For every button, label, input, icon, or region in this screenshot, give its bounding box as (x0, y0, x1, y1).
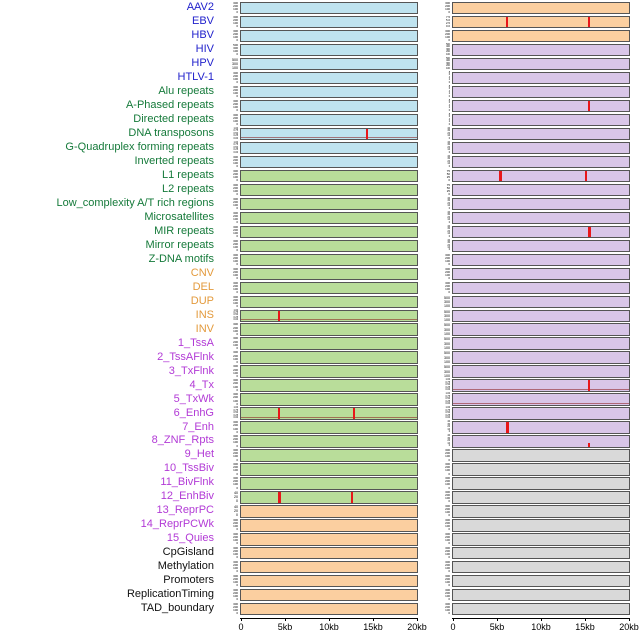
track-label: L1 repeats (162, 168, 214, 181)
right-y-ticks: 75 50 25 0 (446, 182, 450, 196)
x-axis-right (450, 618, 639, 636)
right-track-panel (452, 463, 630, 475)
left-y-ticks: 40 20 0 (234, 505, 238, 518)
peak-bar (278, 311, 280, 321)
right-y-ticks: 300 200 100 0 (445, 518, 450, 532)
right-y-ticks: 1.00 0.75 0.50 0.25 0.00 (445, 407, 450, 420)
left-track-panel (240, 477, 418, 489)
track-label: 4_Tx (189, 378, 214, 391)
right-track-panel (452, 296, 630, 308)
peak-bar (588, 227, 591, 237)
right-track-panel (452, 114, 630, 126)
track-label: 5_TxWk (173, 392, 214, 405)
left-y-ticks: 300 200 100 0 (233, 518, 238, 532)
left-track-panel (240, 114, 418, 126)
left-track-panel (240, 30, 418, 42)
track-label: Z-DNA motifs (148, 252, 214, 265)
track-label: INV (195, 322, 214, 335)
track-label: 6_EnhG (173, 406, 214, 419)
axis-tick (417, 618, 418, 621)
left-y-ticks: 300 200 100 0 (233, 154, 238, 169)
left-y-ticks: 300 200 100 0 (233, 1, 238, 15)
right-track-panel (452, 100, 630, 112)
right-track-panel (452, 393, 630, 405)
left-y-ticks: 300 200 100 0 (233, 28, 238, 43)
right-track-panel (452, 337, 630, 349)
right-y-ticks: 40 30 20 10 0 (447, 421, 450, 434)
right-track-panel (452, 72, 630, 84)
right-y-ticks: 40 30 20 10 0 (447, 141, 450, 154)
track-label: Alu repeats (158, 85, 214, 98)
peak-bar (278, 492, 281, 502)
left-track-panel (240, 365, 418, 377)
right-track-panel (452, 156, 630, 168)
left-y-ticks: 1.00 0.75 0.50 0.25 0.00 (233, 127, 238, 140)
right-track-panel (452, 547, 630, 559)
left-y-ticks: 300 200 100 0 (233, 420, 238, 434)
left-track-panel (240, 296, 418, 308)
track-label: ReplicationTiming (126, 588, 214, 601)
track-label: DUP (190, 294, 214, 307)
right-y-ticks: 8 6 4 2 0 (448, 71, 450, 84)
left-track-panel (240, 198, 418, 210)
left-y-ticks: 500 300 100 (232, 57, 238, 71)
left-y-ticks: 300 200 100 0 (233, 448, 238, 462)
right-track-panel (452, 477, 630, 489)
right-y-ticks: 8 6 4 2 0 (448, 99, 450, 112)
peak-bar (278, 408, 280, 418)
axis-tick (541, 618, 542, 621)
right-track-panel (452, 142, 630, 154)
left-y-ticks: 300 200 100 0 (233, 266, 238, 280)
left-track-panel (240, 505, 418, 517)
axis-tick-label: 15kb (575, 622, 595, 632)
left-track-panel (240, 128, 418, 140)
peak-bar (588, 443, 590, 447)
right-track-panel (452, 323, 630, 335)
right-y-ticks: 300 200 100 0 (445, 462, 450, 476)
axis-tick-label: 5kb (489, 622, 505, 632)
left-track-panel (240, 184, 418, 196)
left-track-panel (240, 240, 418, 252)
left-y-ticks: 500 300 100 0 (233, 42, 238, 57)
track-label: G-Quadruplex forming repeats (65, 140, 214, 153)
right-y-ticks: 500 400 300 200 100 (446, 43, 450, 56)
right-y-ticks: 40 30 20 10 0 (447, 197, 450, 210)
left-track-panel (240, 282, 418, 294)
right-y-ticks: 300 200 100 0 (445, 28, 450, 43)
left-track-panel (240, 170, 418, 182)
left-y-ticks: 300 200 100 0 (233, 434, 238, 448)
left-y-ticks: 300 200 100 0 (233, 392, 238, 406)
axis-tick (497, 618, 498, 621)
right-track-panel (452, 421, 630, 433)
right-y-ticks: 300 200 100 0 (445, 252, 450, 266)
left-y-ticks: 300 200 100 0 (233, 322, 238, 336)
left-track-panel (240, 100, 418, 112)
track-label: EBV (191, 15, 214, 28)
left-track-panel (240, 226, 418, 238)
track-label: 11_BivFlnk (160, 476, 214, 489)
right-track-panel (452, 198, 630, 210)
left-track-panel (240, 533, 418, 545)
track-label: 8_ZNF_Rpts (151, 434, 214, 447)
track-label: A-Phased repeats (125, 99, 214, 112)
axis-tick-label: 0 (238, 622, 244, 632)
left-track-panel (240, 379, 418, 391)
right-track-panel (452, 505, 630, 517)
track-label: Low_complexity A/T rich regions (56, 196, 214, 209)
axis-tick-label: 10kb (319, 622, 339, 632)
left-y-ticks: 300 200 100 0 (233, 70, 238, 85)
track-label: 10_TssBiv (163, 462, 214, 475)
left-track-panel (240, 561, 418, 573)
right-track-panel (452, 2, 630, 14)
track-label: HPV (191, 57, 214, 70)
axis-tick (329, 618, 330, 621)
track-label: 7_Enh (182, 420, 214, 433)
left-track-panel (240, 58, 418, 70)
track-label: Mirror repeats (145, 238, 214, 251)
right-y-ticks: 300 200 100 0 (445, 532, 450, 546)
left-track-panel (240, 72, 418, 84)
track-label: HIV (195, 43, 214, 56)
left-y-ticks: 300 200 100 0 (233, 364, 238, 378)
right-track-panel (452, 170, 630, 182)
left-track-panel (240, 44, 418, 56)
left-y-ticks: 300 200 100 0 (233, 14, 238, 29)
left-y-ticks: 300 200 100 0 (233, 98, 238, 113)
left-track-panel (240, 407, 418, 419)
axis-tick-label: 10kb (531, 622, 551, 632)
left-y-ticks: 1.00 0.75 0.50 0.25 0.00 (233, 407, 238, 420)
left-y-ticks: 300 200 100 0 (233, 476, 238, 490)
axis-tick-label: 5kb (277, 622, 293, 632)
right-track-panel (452, 128, 630, 140)
right-y-ticks: 300 200 100 0 (445, 574, 450, 588)
right-track-panel (452, 240, 630, 252)
track-label: CNV (190, 266, 214, 279)
peak-bar (588, 17, 590, 27)
right-y-ticks: 40 30 20 10 0 (447, 239, 450, 252)
left-track-panel (240, 435, 418, 447)
right-y-ticks: 40 30 20 10 0 (447, 211, 450, 224)
left-y-ticks: 300 200 100 0 (233, 574, 238, 588)
right-track-panel (452, 184, 630, 196)
baseline (241, 417, 417, 418)
right-y-ticks: 1.00 0.75 0.50 0.25 0.00 (445, 393, 450, 406)
peak-bar (353, 408, 355, 418)
axis-tick (285, 618, 286, 621)
right-y-ticks: 500 300 100 (444, 365, 450, 378)
right-track-panel (452, 16, 630, 28)
right-track-panel (452, 282, 630, 294)
left-track-panel (240, 603, 418, 615)
right-track-panel (452, 519, 630, 531)
right-y-ticks: 40 30 20 10 0 (447, 127, 450, 140)
left-track-panel (240, 323, 418, 335)
left-track-panel (240, 212, 418, 224)
right-track-panel (452, 268, 630, 280)
axis-tick-label: 20kb (407, 622, 427, 632)
left-y-ticks: 300 200 100 0 (233, 588, 238, 602)
left-track-panel (240, 2, 418, 14)
left-y-ticks: 300 200 100 0 (233, 378, 238, 392)
right-y-ticks: 300 200 100 0 (445, 588, 450, 602)
right-track-panel (452, 449, 630, 461)
left-track-panel (240, 589, 418, 601)
right-y-ticks: 500 300 100 (444, 323, 450, 336)
right-track-panel (452, 86, 630, 98)
right-y-ticks: 500 300 100 (444, 309, 450, 322)
x-axis-left (238, 618, 427, 636)
track-label: 2_TssAFlnk (157, 350, 214, 363)
axis-tick (629, 618, 630, 621)
right-track-panel (452, 533, 630, 545)
right-track-panel (452, 491, 630, 503)
peak-bar (366, 129, 368, 139)
peak-bar (351, 492, 353, 502)
left-y-ticks: 300 200 100 0 (233, 196, 238, 210)
left-track-panel (240, 351, 418, 363)
axis-tick (585, 618, 586, 621)
right-y-ticks: 300 200 100 0 (445, 1, 450, 15)
left-y-ticks: 1.00 0.75 0.50 0.25 0.00 (233, 309, 238, 322)
right-y-ticks: 500 300 100 (444, 351, 450, 364)
track-label: 9_Het (184, 448, 214, 461)
track-label: AAV2 (186, 1, 214, 14)
left-y-ticks: 1.00 0.75 0.50 0.25 0.00 (233, 141, 238, 154)
left-track-panel (240, 337, 418, 349)
left-y-ticks: 300 200 100 0 (233, 182, 238, 196)
left-y-ticks: 300 200 100 0 (233, 546, 238, 560)
left-track-panel (240, 254, 418, 266)
left-y-ticks: 300 200 100 0 (233, 210, 238, 224)
right-y-ticks: 8 6 4 2 0 (448, 113, 450, 126)
left-track-panel (240, 463, 418, 475)
left-track-panel (240, 156, 418, 168)
left-track-panel (240, 449, 418, 461)
right-y-ticks: 40 30 20 10 0 (447, 225, 450, 238)
left-y-ticks: 300 200 100 0 (233, 168, 238, 182)
track-label: Inverted repeats (134, 154, 214, 167)
left-y-ticks: 300 200 100 0 (233, 462, 238, 476)
left-track-panel (240, 310, 418, 322)
peak-bar (506, 17, 508, 27)
right-y-ticks: 500 300 100 (444, 295, 450, 308)
right-track-panel (452, 603, 630, 615)
left-y-ticks: 300 200 100 0 (233, 252, 238, 266)
right-y-ticks: 300 200 100 0 (445, 280, 450, 294)
track-label-column (0, 0, 222, 620)
track-label: INS (195, 308, 214, 321)
right-track-panel (452, 407, 630, 419)
right-track-panel (452, 58, 630, 70)
axis-tick-label: 0 (450, 622, 456, 632)
right-y-ticks: 300 200 100 0 (445, 490, 450, 504)
right-track-panel (452, 254, 630, 266)
axis-tick (453, 618, 454, 621)
left-y-ticks: 40 20 0 (234, 491, 238, 504)
track-label: 1_TssA (177, 336, 214, 349)
right-y-ticks: 40 30 20 10 0 (447, 155, 450, 168)
right-track-panel (452, 310, 630, 322)
right-y-ticks: 300 200 100 0 (445, 266, 450, 280)
right-track-panel (452, 226, 630, 238)
left-track-panel (240, 393, 418, 405)
track-label: HBV (191, 29, 214, 42)
right-y-ticks: 300 200 100 0 (445, 476, 450, 490)
track-label: DNA transposons (128, 126, 214, 139)
right-y-ticks: 40 30 20 10 0 (447, 435, 450, 448)
left-track-panel (240, 547, 418, 559)
left-track-panel (240, 86, 418, 98)
track-label: 14_ReprPCWk (140, 518, 214, 531)
left-y-ticks: 300 200 100 0 (233, 350, 238, 364)
right-track-panel (452, 379, 630, 391)
right-y-ticks: 300 200 100 0 (445, 504, 450, 518)
baseline (241, 319, 417, 320)
baseline (453, 403, 629, 404)
right-track-panel (452, 435, 630, 447)
left-track-panel (240, 519, 418, 531)
track-label: MIR repeats (154, 224, 214, 237)
track-label: Promoters (163, 574, 214, 587)
track-label: CpGisland (162, 546, 214, 559)
left-y-ticks: 300 200 100 0 (233, 112, 238, 127)
track-label: TAD_boundary (140, 602, 214, 615)
left-track-panel (240, 268, 418, 280)
left-y-ticks: 300 200 100 0 (233, 84, 238, 99)
right-track-panel (452, 561, 630, 573)
track-label: HTLV-1 (177, 71, 214, 84)
left-y-ticks: 300 200 100 0 (233, 532, 238, 546)
right-y-ticks: 500 300 100 (444, 337, 450, 350)
left-track-panel (240, 491, 418, 503)
baseline (453, 389, 629, 390)
track-label: L2 repeats (162, 182, 214, 195)
peak-bar (588, 101, 590, 111)
right-track-panel (452, 365, 630, 377)
left-track-panel (240, 142, 418, 154)
peak-bar (506, 422, 509, 432)
peak-bar (585, 171, 587, 181)
right-y-ticks: 75 50 25 0 (446, 168, 450, 182)
axis-tick (373, 618, 374, 621)
right-track-panel (452, 351, 630, 363)
left-track-panel (240, 575, 418, 587)
right-y-ticks: 300 200 100 0 (445, 602, 450, 616)
left-y-ticks: 300 200 100 0 (233, 560, 238, 574)
left-y-ticks: 300 200 100 0 (233, 602, 238, 616)
track-label: DEL (192, 280, 214, 293)
track-label: 12_EnhBiv (160, 490, 214, 503)
right-track-panel (452, 589, 630, 601)
track-label: Directed repeats (133, 113, 214, 125)
right-y-ticks: 300 200 100 0 (445, 546, 450, 560)
track-label: 15_Quies (166, 532, 214, 545)
baseline (241, 137, 417, 138)
track-label: 3_TxFlnk (168, 364, 214, 377)
right-y-ticks: 8 6 4 2 0 (448, 85, 450, 98)
axis-tick-label: 15kb (363, 622, 383, 632)
left-y-ticks: 300 200 100 0 (233, 224, 238, 238)
right-y-ticks: 500 400 300 200 100 (446, 57, 450, 70)
right-y-ticks: 7.5 5.0 2.5 0.0 (445, 14, 450, 29)
right-track-panel (452, 212, 630, 224)
left-y-ticks: 300 200 100 0 (233, 336, 238, 350)
track-label: 13_ReprPC (156, 504, 214, 517)
track-label: Microsatellites (144, 210, 214, 223)
track-label: Methylation (157, 560, 214, 573)
peak-bar (499, 171, 502, 181)
left-y-ticks: 300 200 100 0 (233, 280, 238, 294)
left-track-panel (240, 16, 418, 28)
axis-tick (241, 618, 242, 621)
axis-tick-label: 20kb (619, 622, 639, 632)
left-y-ticks: 300 200 100 0 (233, 238, 238, 252)
left-track-panel (240, 421, 418, 433)
right-track-panel (452, 575, 630, 587)
right-track-panel (452, 44, 630, 56)
right-track-panel (452, 30, 630, 42)
right-y-ticks: 1.00 0.75 0.50 0.25 0.00 (445, 379, 450, 392)
left-y-ticks: 300 200 100 0 (233, 294, 238, 308)
right-y-ticks: 300 200 100 0 (445, 448, 450, 462)
peak-bar (588, 380, 590, 390)
right-y-ticks: 300 200 100 0 (445, 560, 450, 574)
